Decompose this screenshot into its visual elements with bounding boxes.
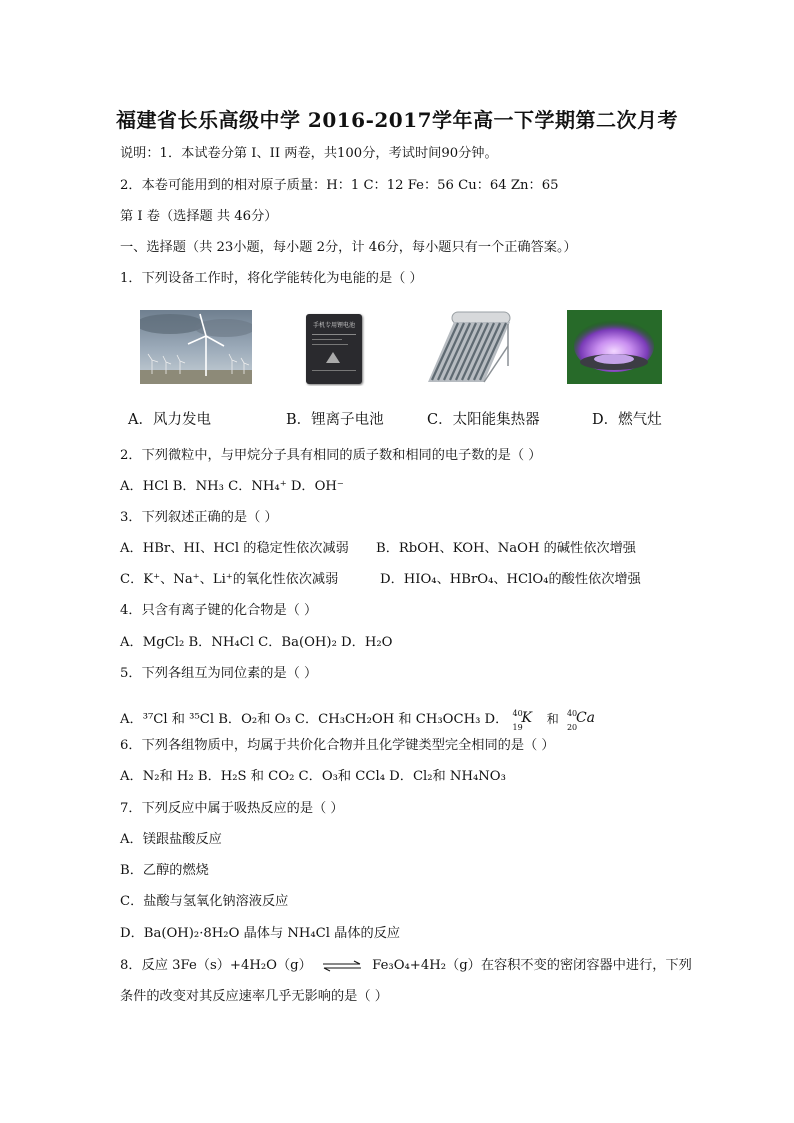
question-2-options: A．HCl B．NH₃ C．NH₄⁺ D．OH⁻ bbox=[120, 479, 344, 494]
gas-stove-image bbox=[567, 310, 662, 384]
intro-line-2: 2．本卷可能用到的相对原子质量：H：1 C：12 Fe：56 Cu：64 Zn：65 bbox=[120, 178, 559, 193]
option-d-caption: D．燃气灶 bbox=[592, 412, 662, 428]
question-5-stem: 5．下列各组互为同位素的是（ ） bbox=[120, 666, 318, 681]
question-2-stem: 2．下列微粒中，与甲烷分子具有相同的质子数和相同的电子数的是（ ） bbox=[120, 448, 542, 463]
and-word: 和 bbox=[546, 712, 559, 726]
option-c-caption: C．太阳能集热器 bbox=[427, 412, 540, 428]
question-3-stem: 3．下列叙述正确的是（ ） bbox=[120, 510, 278, 525]
question-1-stem: 1．下列设备工作时，将化学能转化为电能的是（ ） bbox=[120, 271, 423, 286]
intro-line-1: 说明：1．本试卷分第 I、II 两卷，共100分，考试时间90分钟。 bbox=[120, 146, 498, 161]
option-b-caption: B．锂离子电池 bbox=[286, 412, 384, 428]
battery-line bbox=[312, 334, 356, 335]
potassium-nuclide bbox=[512, 708, 539, 732]
question-6-stem: 6．下列各组物质中，均属于共价化合物并且化学键类型完全相同的是（ ） bbox=[120, 738, 555, 753]
k-symbol: K bbox=[521, 709, 532, 726]
question-7-stem: 7．下列反应中属于吸热反应的是（ ） bbox=[120, 801, 344, 816]
question-7-option-c: C．盐酸与氢氧化钠溶液反应 bbox=[120, 894, 289, 909]
question-7-option-a: A．镁跟盐酸反应 bbox=[120, 832, 222, 847]
solar-collector-image bbox=[422, 306, 514, 388]
ca-symbol: Ca bbox=[575, 709, 596, 726]
battery-line bbox=[312, 339, 342, 340]
page-title: 福建省长乐高级中学 2016-2017学年高一下学期第二次月考 bbox=[115, 108, 679, 132]
ca-atomic-number: 20 bbox=[566, 722, 578, 732]
question-5-options bbox=[120, 708, 597, 732]
question-8-stem-right: Fe₃O₄+4H₂（g）在容积不变的密闭容器中进行，下列 bbox=[372, 958, 692, 973]
reversible-arrow-icon bbox=[322, 960, 362, 972]
k-mass-number: 40 bbox=[512, 708, 523, 718]
wind-turbine-image bbox=[140, 310, 252, 384]
question-3-option-c: C．K⁺、Na⁺、Li⁺的氧化性依次减弱 bbox=[120, 572, 339, 587]
question-8-stem-2: 条件的改变对其反应速率几乎无影响的是（ ） bbox=[120, 989, 388, 1004]
question-5-options-text: A．³⁷Cl 和 ³⁵Cl B．O₂和 O₃ C．CH₃CH₂OH 和 CH₃OCH₃ D． bbox=[120, 712, 509, 727]
question-3-option-d: D．HIO₄、HBrO₄、HClO₄的酸性依次增强 bbox=[380, 572, 641, 587]
lithium-battery-image bbox=[304, 310, 366, 386]
question-3-option-b: B．RbOH、KOH、NaOH 的碱性依次增强 bbox=[376, 541, 636, 556]
question-8-stem bbox=[120, 957, 692, 975]
warning-icon bbox=[326, 352, 340, 363]
question-8-stem-left: 8．反应 3Fe（s）+4H₂O（g） bbox=[120, 958, 312, 973]
battery-line bbox=[312, 370, 356, 371]
option-a-caption: A．风力发电 bbox=[128, 412, 211, 428]
battery-label: 手机专用锂电池 bbox=[312, 322, 355, 329]
battery-line bbox=[312, 344, 348, 345]
question-3-option-a: A．HBr、HI、HCl 的稳定性依次减弱 bbox=[120, 541, 349, 556]
question-6-options: A．N₂和 H₂ B．H₂S 和 CO₂ C．O₃和 CCl₄ D．Cl₂和 NH₄NO₃ bbox=[120, 769, 506, 784]
section-heading: 一、选择题（共 23小题，每小题 2分，计 46分，每小题只有一个正确答案。） bbox=[120, 240, 577, 255]
k-atomic-number: 19 bbox=[512, 722, 523, 732]
ca-mass-number: 40 bbox=[566, 708, 578, 718]
battery-body bbox=[306, 314, 362, 384]
question-7-option-d: D．Ba(OH)₂·8H₂O 晶体与 NH₄Cl 晶体的反应 bbox=[120, 926, 401, 941]
question-4-options: A．MgCl₂ B．NH₄Cl C．Ba(OH)₂ D．H₂O bbox=[120, 635, 393, 650]
question-7-option-b: B．乙醇的燃烧 bbox=[120, 863, 209, 878]
part-one-heading: 第 I 卷（选择题 共 46分） bbox=[120, 209, 278, 224]
calcium-nuclide bbox=[566, 708, 597, 732]
question-4-stem: 4．只含有离子键的化合物是（ ） bbox=[120, 603, 318, 618]
